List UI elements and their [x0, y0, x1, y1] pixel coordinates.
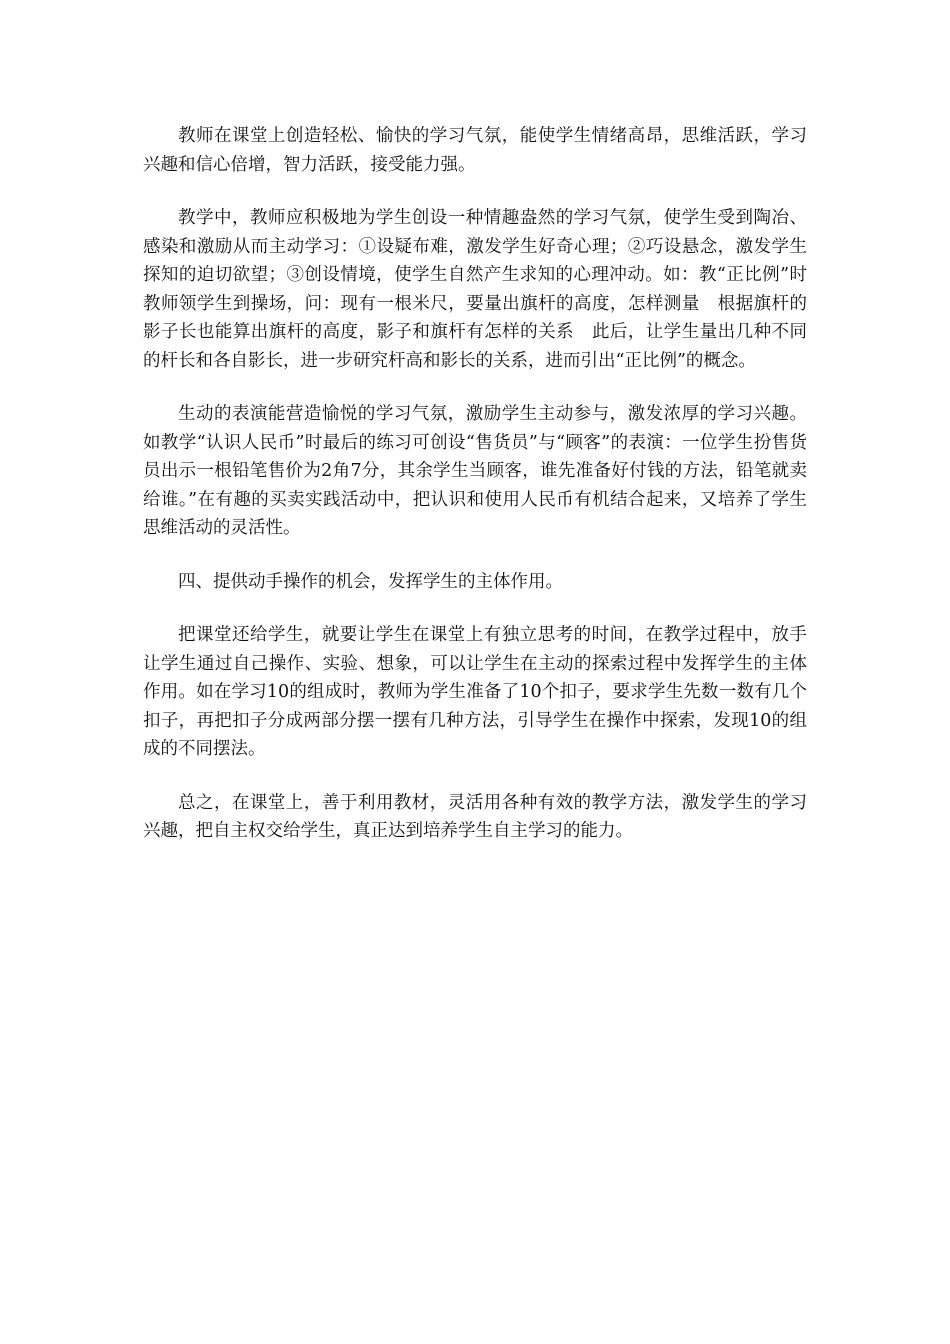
paragraph-1: 教师在课堂上创造轻松、愉快的学习气氛，能使学生情绪高昂，思维活跃，学习兴趣和信心倍增，智力活跃，接受能力强。 — [143, 126, 807, 175]
section-heading: 四、提供动手操作的机会，发挥学生的主体作用。 — [178, 571, 563, 592]
document-body — [143, 122, 807, 871]
paragraph-4: 把课堂还给学生，就要让学生在课堂上有独立思考的时间，在教学过程中，放手让学生通过自己操作、实验、想象，可以让学生在主动的探索过程中发挥学生的主体作用。如在学习10的组成时，教师为学生准备了10个扣子，要求学生先数一数有几个扣子，再把扣子分成两部分摆一摆有几种方法，引导学生在操作中探索，发现10的组成的不同摆法。 — [143, 625, 807, 759]
paragraph-5: 总之，在课堂上，善于利用教材，灵活用各种有效的教学方法，激发学生的学习兴趣，把自主权交给学生，真正达到培养学生自主学习的能力。 — [143, 792, 807, 841]
paragraph-3: 生动的表演能营造愉悦的学习气氛，激励学生主动参与，激发浓厚的学习兴趣。如教学“认识人民币”时最后的练习可创设“售货员”与“顾客”的表演：一位学生扮售货员出示一根铅笔售价为2角7分，其余学生当顾客，谁先准备好付钱的方法，铅笔就卖给谁。”在有趣的买卖实践活动中，把认识和使用人民币有机结合起来，又培养了学生思维活动的灵活性。 — [143, 404, 807, 538]
paragraph-2: 教学中，教师应积极地为学生创设一种情趣盎然的学习气氛，使学生受到陶冶、感染和激励从而主动学习：①设疑布难，激发学生好奇心理；②巧设悬念，激发学生探知的迫切欲望；③创设情境，使学生自然产生求知的心理冲动。如：教“正比例”时教师领学生到操场，问：现有一根米尺，要量出旗杆的高度，怎样测量 根据旗杆的影子长也能算出旗杆的高度，影子和旗杆有怎样的关系 此后，让学生量出几种不同的杆长和各自影长，进一步研究杆高和影长的关系，进而引出“正比例”的概念。 — [143, 208, 807, 371]
